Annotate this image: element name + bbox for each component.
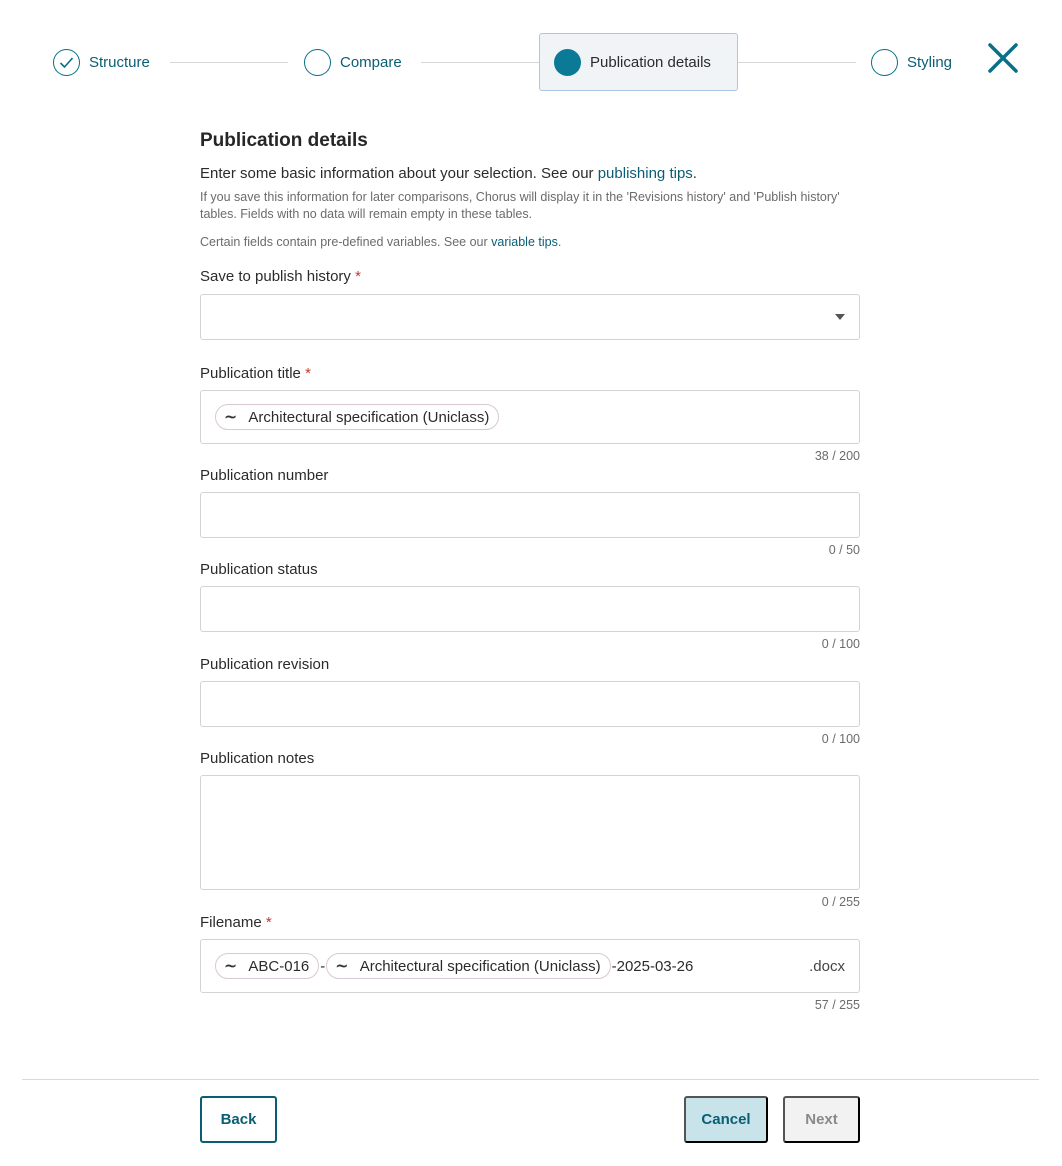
publication-status-field: [200, 561, 860, 652]
step-label: Publication details: [590, 53, 711, 71]
publishing-tips-link[interactable]: publishing tips: [597, 165, 693, 182]
save-history-field: [200, 268, 860, 340]
variable-icon: ∼: [224, 409, 238, 426]
filename-label: Filename: [200, 914, 262, 931]
variable-icon: ∼: [224, 958, 238, 975]
publication-revision-input[interactable]: [200, 681, 860, 727]
step-label: Styling: [907, 53, 953, 71]
chevron-down-icon: [835, 314, 845, 320]
vars-suffix: .: [557, 235, 562, 249]
save-history-label: Save to publish history: [200, 268, 351, 285]
intro-suffix: .: [692, 165, 697, 182]
field-label: [200, 914, 860, 934]
publication-title-input[interactable]: [200, 390, 860, 444]
filename-input[interactable]: [200, 939, 860, 993]
required-marker: *: [355, 268, 361, 285]
page-title: Publication details: [200, 130, 368, 151]
file-extension: .docx: [809, 957, 845, 975]
variable-tips-link[interactable]: variable tips: [491, 235, 558, 249]
chip-text: ABC-016: [248, 957, 310, 975]
char-counter: 0 / 50: [828, 543, 860, 557]
cancel-button[interactable]: Cancel: [684, 1096, 768, 1143]
footer-divider: [22, 1079, 1039, 1080]
required-marker: *: [305, 365, 311, 382]
step-connector: [170, 62, 288, 63]
field-label: [200, 268, 860, 288]
required-marker: *: [265, 914, 272, 931]
publication-revision-field: [200, 656, 860, 747]
step-label: Compare: [340, 53, 402, 71]
publication-status-input[interactable]: [200, 586, 860, 632]
step-structure[interactable]: [53, 33, 150, 91]
publication-number-input[interactable]: [200, 492, 860, 538]
step-styling[interactable]: [871, 33, 952, 91]
publication-notes-label: Publication notes: [200, 750, 315, 767]
close-button[interactable]: [985, 40, 1021, 76]
filename-date: -2025-03-26: [611, 957, 694, 975]
close-icon: [985, 40, 1021, 76]
publication-title-field: [200, 365, 860, 464]
save-history-select[interactable]: [200, 294, 860, 340]
char-counter: 57 / 255: [814, 998, 860, 1012]
field-label: [200, 365, 860, 385]
variable-chip[interactable]: [326, 953, 610, 979]
publication-notes-field: [200, 750, 860, 910]
stepper: [0, 33, 1062, 93]
step-circle-icon: [304, 49, 331, 76]
char-counter: 0 / 100: [821, 732, 860, 746]
step-compare[interactable]: [304, 33, 402, 91]
publication-number-label: Publication number: [200, 467, 329, 484]
chip-text: Architectural specification (Uniclass): [248, 408, 490, 426]
step-label: Structure: [89, 53, 150, 71]
variable-icon: ∼: [335, 958, 349, 975]
step-publication-details[interactable]: [539, 33, 738, 91]
char-counter: 0 / 100: [821, 637, 860, 651]
intro-text: [200, 165, 860, 182]
filename-field: [200, 914, 860, 1013]
step-connector: [421, 62, 539, 63]
variable-chip[interactable]: [215, 953, 319, 979]
next-button[interactable]: Next: [783, 1096, 860, 1143]
step-circle-icon: [871, 49, 898, 76]
publication-notes-textarea[interactable]: [200, 775, 860, 890]
publication-number-field: [200, 467, 860, 558]
variables-note: [200, 234, 860, 251]
vars-prefix: Certain fields contain pre-defined variables. See our: [200, 235, 492, 249]
publication-status-label: Publication status: [200, 561, 318, 578]
variable-chip[interactable]: [215, 404, 499, 430]
char-counter: 38 / 200: [814, 449, 860, 463]
step-circle-filled-icon: [554, 49, 581, 76]
publication-details-form: [200, 130, 860, 1013]
check-icon: [53, 49, 80, 76]
publication-title-label: Publication title: [200, 365, 301, 382]
back-button[interactable]: Back: [200, 1096, 277, 1143]
publication-revision-label: Publication revision: [200, 656, 330, 673]
step-connector: [738, 62, 856, 63]
history-note: If you save this information for later comparisons, Chorus will display it in the 'Revisions history' and 'Publish history' tables. Fields with no data will remain empty in these tables.: [200, 190, 840, 221]
intro-prefix: Enter some basic information about your selection. See our: [200, 165, 598, 182]
filename-separator: -: [320, 957, 326, 975]
chip-text: Architectural specification (Uniclass): [359, 957, 601, 975]
char-counter: 0 / 255: [821, 895, 860, 909]
